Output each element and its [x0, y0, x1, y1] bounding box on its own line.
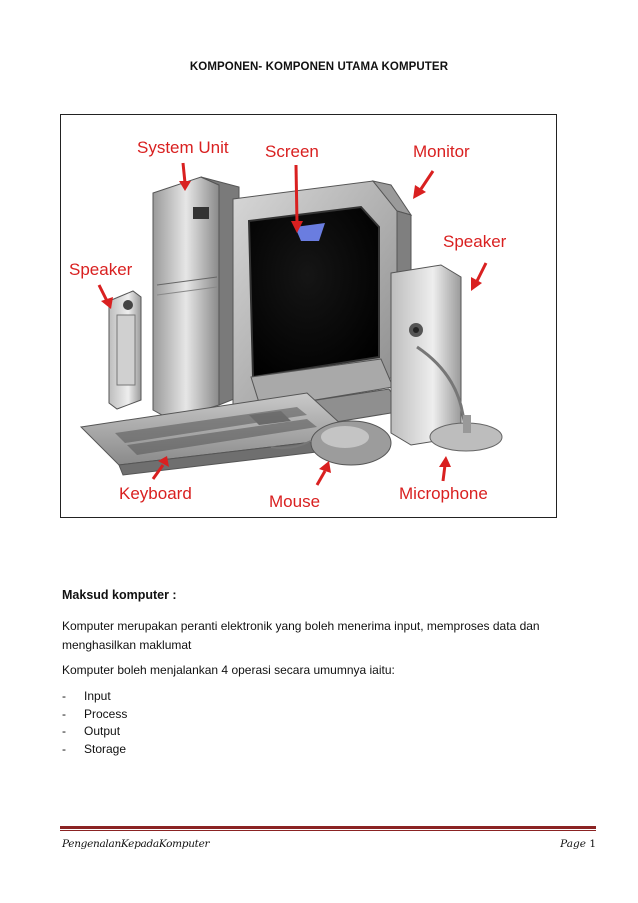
list-bullet: - [62, 706, 66, 721]
label-keyboard: Keyboard [119, 484, 192, 503]
label-screen: Screen [265, 142, 319, 161]
list-bullet: - [62, 741, 66, 756]
monitor-image [233, 181, 411, 431]
list-bullet: - [62, 689, 66, 703]
list-item [62, 688, 127, 706]
list-item-label: Storage [84, 741, 127, 756]
list-item [62, 741, 127, 759]
footer-rule-thick [60, 826, 596, 829]
label-monitor: Monitor [413, 142, 470, 161]
label-system-unit: System Unit [137, 138, 229, 157]
page-number: 1 [589, 838, 596, 850]
definition-paragraph: Komputer merupakan peranti elektronik yang boleh menerima input, memproses data dan menghasilkan maklumat [62, 619, 540, 652]
left-speaker-image [109, 291, 141, 409]
list-item-label: Input [84, 689, 111, 703]
footer-page-number [560, 838, 596, 850]
list-bullet: - [62, 724, 66, 738]
operations-intro: Komputer boleh menjalankan 4 operasi secara umumnya iaitu: [62, 663, 395, 677]
footer-rule-thin [60, 830, 596, 831]
operations-list [62, 688, 127, 758]
footer-document-name: PengenalanKepadaKomputer [62, 838, 210, 850]
label-speaker-right: Speaker [443, 232, 507, 251]
list-item-label: Process [84, 706, 128, 721]
computer-illustration [61, 115, 558, 519]
footer-page-label: Page [560, 838, 586, 850]
label-speaker-left: Speaker [69, 260, 133, 279]
list-item [62, 706, 127, 724]
section-heading: Maksud komputer : [62, 588, 177, 602]
computer-components-figure [60, 114, 557, 518]
list-item-label: Output [84, 724, 121, 738]
system-unit-image [153, 177, 239, 420]
page-title: KOMPONEN- KOMPONEN UTAMA KOMPUTER [189, 61, 449, 73]
label-mouse: Mouse [269, 492, 321, 511]
label-microphone: Microphone [399, 484, 488, 503]
list-item [62, 723, 127, 741]
